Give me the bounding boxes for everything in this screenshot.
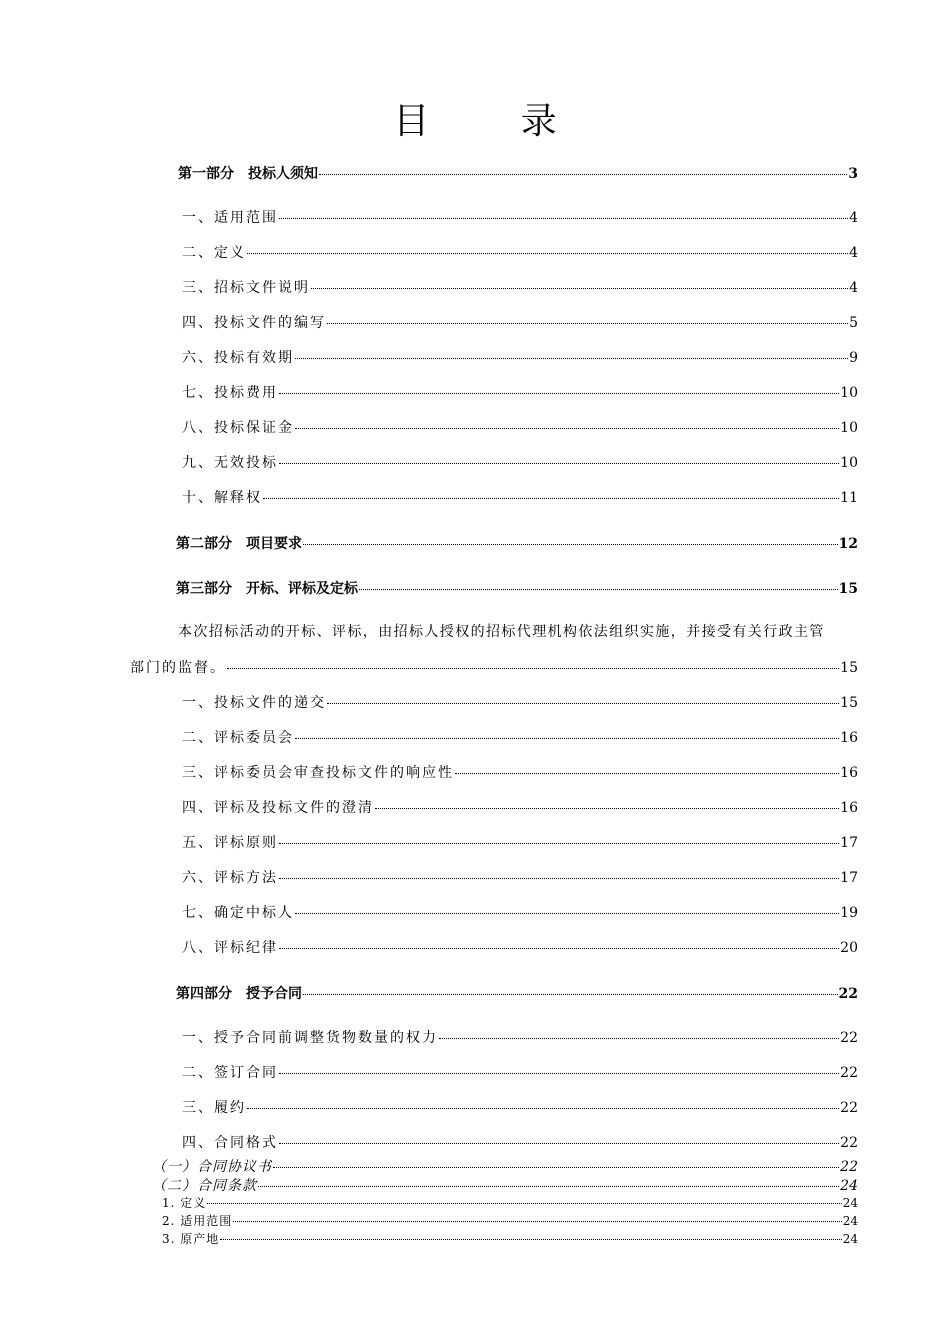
dot-leader — [258, 1186, 839, 1187]
toc-entry-label: 八、评标纪律 — [182, 940, 278, 956]
toc-entry-page: 4 — [849, 210, 858, 226]
dot-leader — [327, 323, 848, 324]
dot-leader — [359, 589, 838, 590]
toc-entry-part-2[interactable] — [176, 533, 858, 553]
toc-entry-page: 5 — [849, 315, 858, 331]
toc-entry-page: 24 — [842, 1214, 858, 1228]
toc-entry[interactable] — [182, 1062, 858, 1082]
toc-entry-label: 1. 定义 — [162, 1196, 207, 1210]
toc-entry-label: 三、评标委员会审查投标文件的响应性 — [182, 765, 454, 781]
toc-entry-page: 22 — [838, 986, 858, 1002]
toc-entry-label: 七、投标费用 — [182, 385, 278, 401]
toc-entry-page: 19 — [840, 905, 858, 921]
toc-entry-page: 24 — [842, 1196, 858, 1210]
toc-entry-page: 17 — [840, 835, 858, 851]
toc-entry[interactable] — [182, 347, 858, 367]
toc-entry-page: 16 — [840, 800, 858, 816]
toc-entry-page: 15 — [840, 660, 858, 676]
toc-entry-page: 15 — [840, 695, 858, 711]
toc-entry-page: 22 — [840, 1030, 858, 1046]
dot-leader — [279, 1143, 839, 1144]
toc-entry-label: 二、评标委员会 — [182, 730, 294, 746]
toc-entry-page: 22 — [840, 1135, 858, 1151]
dot-leader — [303, 994, 838, 995]
toc-entry-label: 八、投标保证金 — [182, 420, 294, 436]
toc-entry-label: 三、履约 — [182, 1100, 246, 1116]
dot-leader — [439, 1038, 839, 1039]
dot-leader — [295, 358, 848, 359]
toc-entry-page: 15 — [838, 581, 858, 597]
dot-leader — [227, 668, 839, 669]
toc-entry[interactable] — [182, 487, 858, 507]
toc-entry-page: 24 — [842, 1232, 858, 1246]
toc-entry[interactable] — [182, 1027, 858, 1047]
toc-entry-label: 九、无效投标 — [182, 455, 278, 471]
toc-entry-label: 六、评标方法 — [182, 870, 278, 886]
toc-entry[interactable] — [182, 832, 858, 852]
toc-entry[interactable] — [130, 657, 858, 677]
toc-entry-label: 3. 原产地 — [162, 1232, 220, 1246]
dot-leader — [303, 544, 838, 545]
toc-entry-label: 一、适用范围 — [182, 210, 278, 226]
toc-entry-label: 部门的监督。 — [130, 660, 226, 676]
toc-entry[interactable] — [182, 867, 858, 887]
toc-entry[interactable] — [182, 937, 858, 957]
toc-entry-page: 10 — [840, 420, 858, 436]
dot-leader — [247, 253, 848, 254]
page-title: 目 录 — [393, 101, 597, 142]
toc-entry-part-1[interactable] — [178, 163, 858, 183]
toc-entry-page: 10 — [840, 385, 858, 401]
dot-leader — [327, 703, 839, 704]
dot-leader — [273, 1167, 839, 1168]
toc-entry-label: 三、招标文件说明 — [182, 280, 310, 296]
dot-leader — [279, 393, 839, 394]
dot-leader — [279, 843, 839, 844]
toc-entry-page: 16 — [840, 765, 858, 781]
dot-leader — [247, 1108, 839, 1109]
dot-leader — [279, 948, 839, 949]
toc-entry-label: 六、投标有效期 — [182, 350, 294, 366]
toc-entry-page: 22 — [840, 1159, 858, 1175]
dot-leader — [233, 1221, 841, 1222]
toc-entry-page: 16 — [840, 730, 858, 746]
dot-leader — [279, 218, 848, 219]
toc-entry[interactable] — [182, 692, 858, 712]
dot-leader — [220, 1239, 841, 1240]
toc-entry[interactable] — [182, 797, 858, 817]
toc-entry-label: 第二部分 项目要求 — [176, 536, 302, 552]
toc-entry-label: （一）合同协议书 — [152, 1159, 272, 1175]
dot-leader — [279, 878, 839, 879]
toc-entry[interactable] — [182, 382, 858, 402]
toc-entry[interactable] — [182, 902, 858, 922]
toc-entry-page: 22 — [840, 1100, 858, 1116]
toc-entry[interactable] — [182, 1132, 858, 1152]
toc-entry-page: 22 — [840, 1065, 858, 1081]
toc-entry-label: 四、评标及投标文件的澄清 — [182, 800, 374, 816]
toc-entry-page: 9 — [849, 350, 858, 366]
toc-entry-label: 四、合同格式 — [182, 1135, 278, 1151]
toc-entry-label: 二、定义 — [182, 245, 246, 261]
toc-entry[interactable] — [182, 242, 858, 262]
dot-leader — [279, 1073, 839, 1074]
toc-entry-label: 第三部分 开标、评标及定标 — [176, 581, 358, 597]
toc-entry-page: 12 — [838, 536, 858, 552]
toc-entry[interactable] — [182, 452, 858, 472]
toc-entry-page: 4 — [849, 245, 858, 261]
toc-entry[interactable] — [182, 312, 858, 332]
toc-entry[interactable] — [162, 1230, 858, 1247]
dot-leader — [295, 738, 839, 739]
toc-entry-page: 10 — [840, 455, 858, 471]
toc-entry[interactable] — [162, 1212, 858, 1229]
toc-entry-part-4[interactable] — [176, 983, 858, 1003]
dot-leader — [319, 174, 847, 175]
toc-entry[interactable] — [182, 762, 858, 782]
toc-entry[interactable] — [182, 277, 858, 297]
dot-leader — [375, 808, 839, 809]
toc-entry-label: 七、确定中标人 — [182, 905, 294, 921]
dot-leader — [263, 498, 839, 499]
dot-leader — [207, 1203, 841, 1204]
dot-leader — [279, 463, 839, 464]
dot-leader — [295, 428, 839, 429]
toc-entry-label: 第一部分 投标人须知 — [178, 166, 318, 182]
toc-entry-page: 3 — [848, 166, 858, 182]
dot-leader — [311, 288, 848, 289]
toc-entry-page: 20 — [840, 940, 858, 956]
toc-paragraph: 本次招标活动的开标、评标，由招标人授权的招标代理机构依法组织实施，并接受有关行政主管 — [178, 624, 825, 640]
toc-entry-label: 第四部分 授予合同 — [176, 986, 302, 1002]
toc-entry-label: 四、投标文件的编写 — [182, 315, 326, 331]
toc-entry[interactable] — [162, 1194, 858, 1211]
toc-entry-label: 一、授予合同前调整货物数量的权力 — [182, 1030, 438, 1046]
toc-entry-page: 17 — [840, 870, 858, 886]
toc-entry-page: 11 — [840, 490, 858, 506]
dot-leader — [295, 913, 839, 914]
toc-entry-label: 二、签订合同 — [182, 1065, 278, 1081]
toc-entry-label: （二）合同条款 — [152, 1178, 257, 1194]
toc-entry-label: 十、解释权 — [182, 490, 262, 506]
toc-entry[interactable] — [152, 1156, 858, 1176]
toc-entry-page: 4 — [849, 280, 858, 296]
toc-entry[interactable] — [182, 207, 858, 227]
toc-entry-page: 24 — [840, 1178, 858, 1194]
toc-entry[interactable] — [182, 1097, 858, 1117]
toc-entry[interactable] — [182, 417, 858, 437]
toc-entry-label: 五、评标原则 — [182, 835, 278, 851]
toc-entry-label: 一、投标文件的递交 — [182, 695, 326, 711]
toc-entry[interactable] — [182, 727, 858, 747]
toc-entry[interactable] — [152, 1175, 858, 1195]
toc-entry-part-3[interactable] — [176, 578, 858, 598]
dot-leader — [455, 773, 839, 774]
toc-entry-label: 2. 适用范围 — [162, 1214, 233, 1228]
